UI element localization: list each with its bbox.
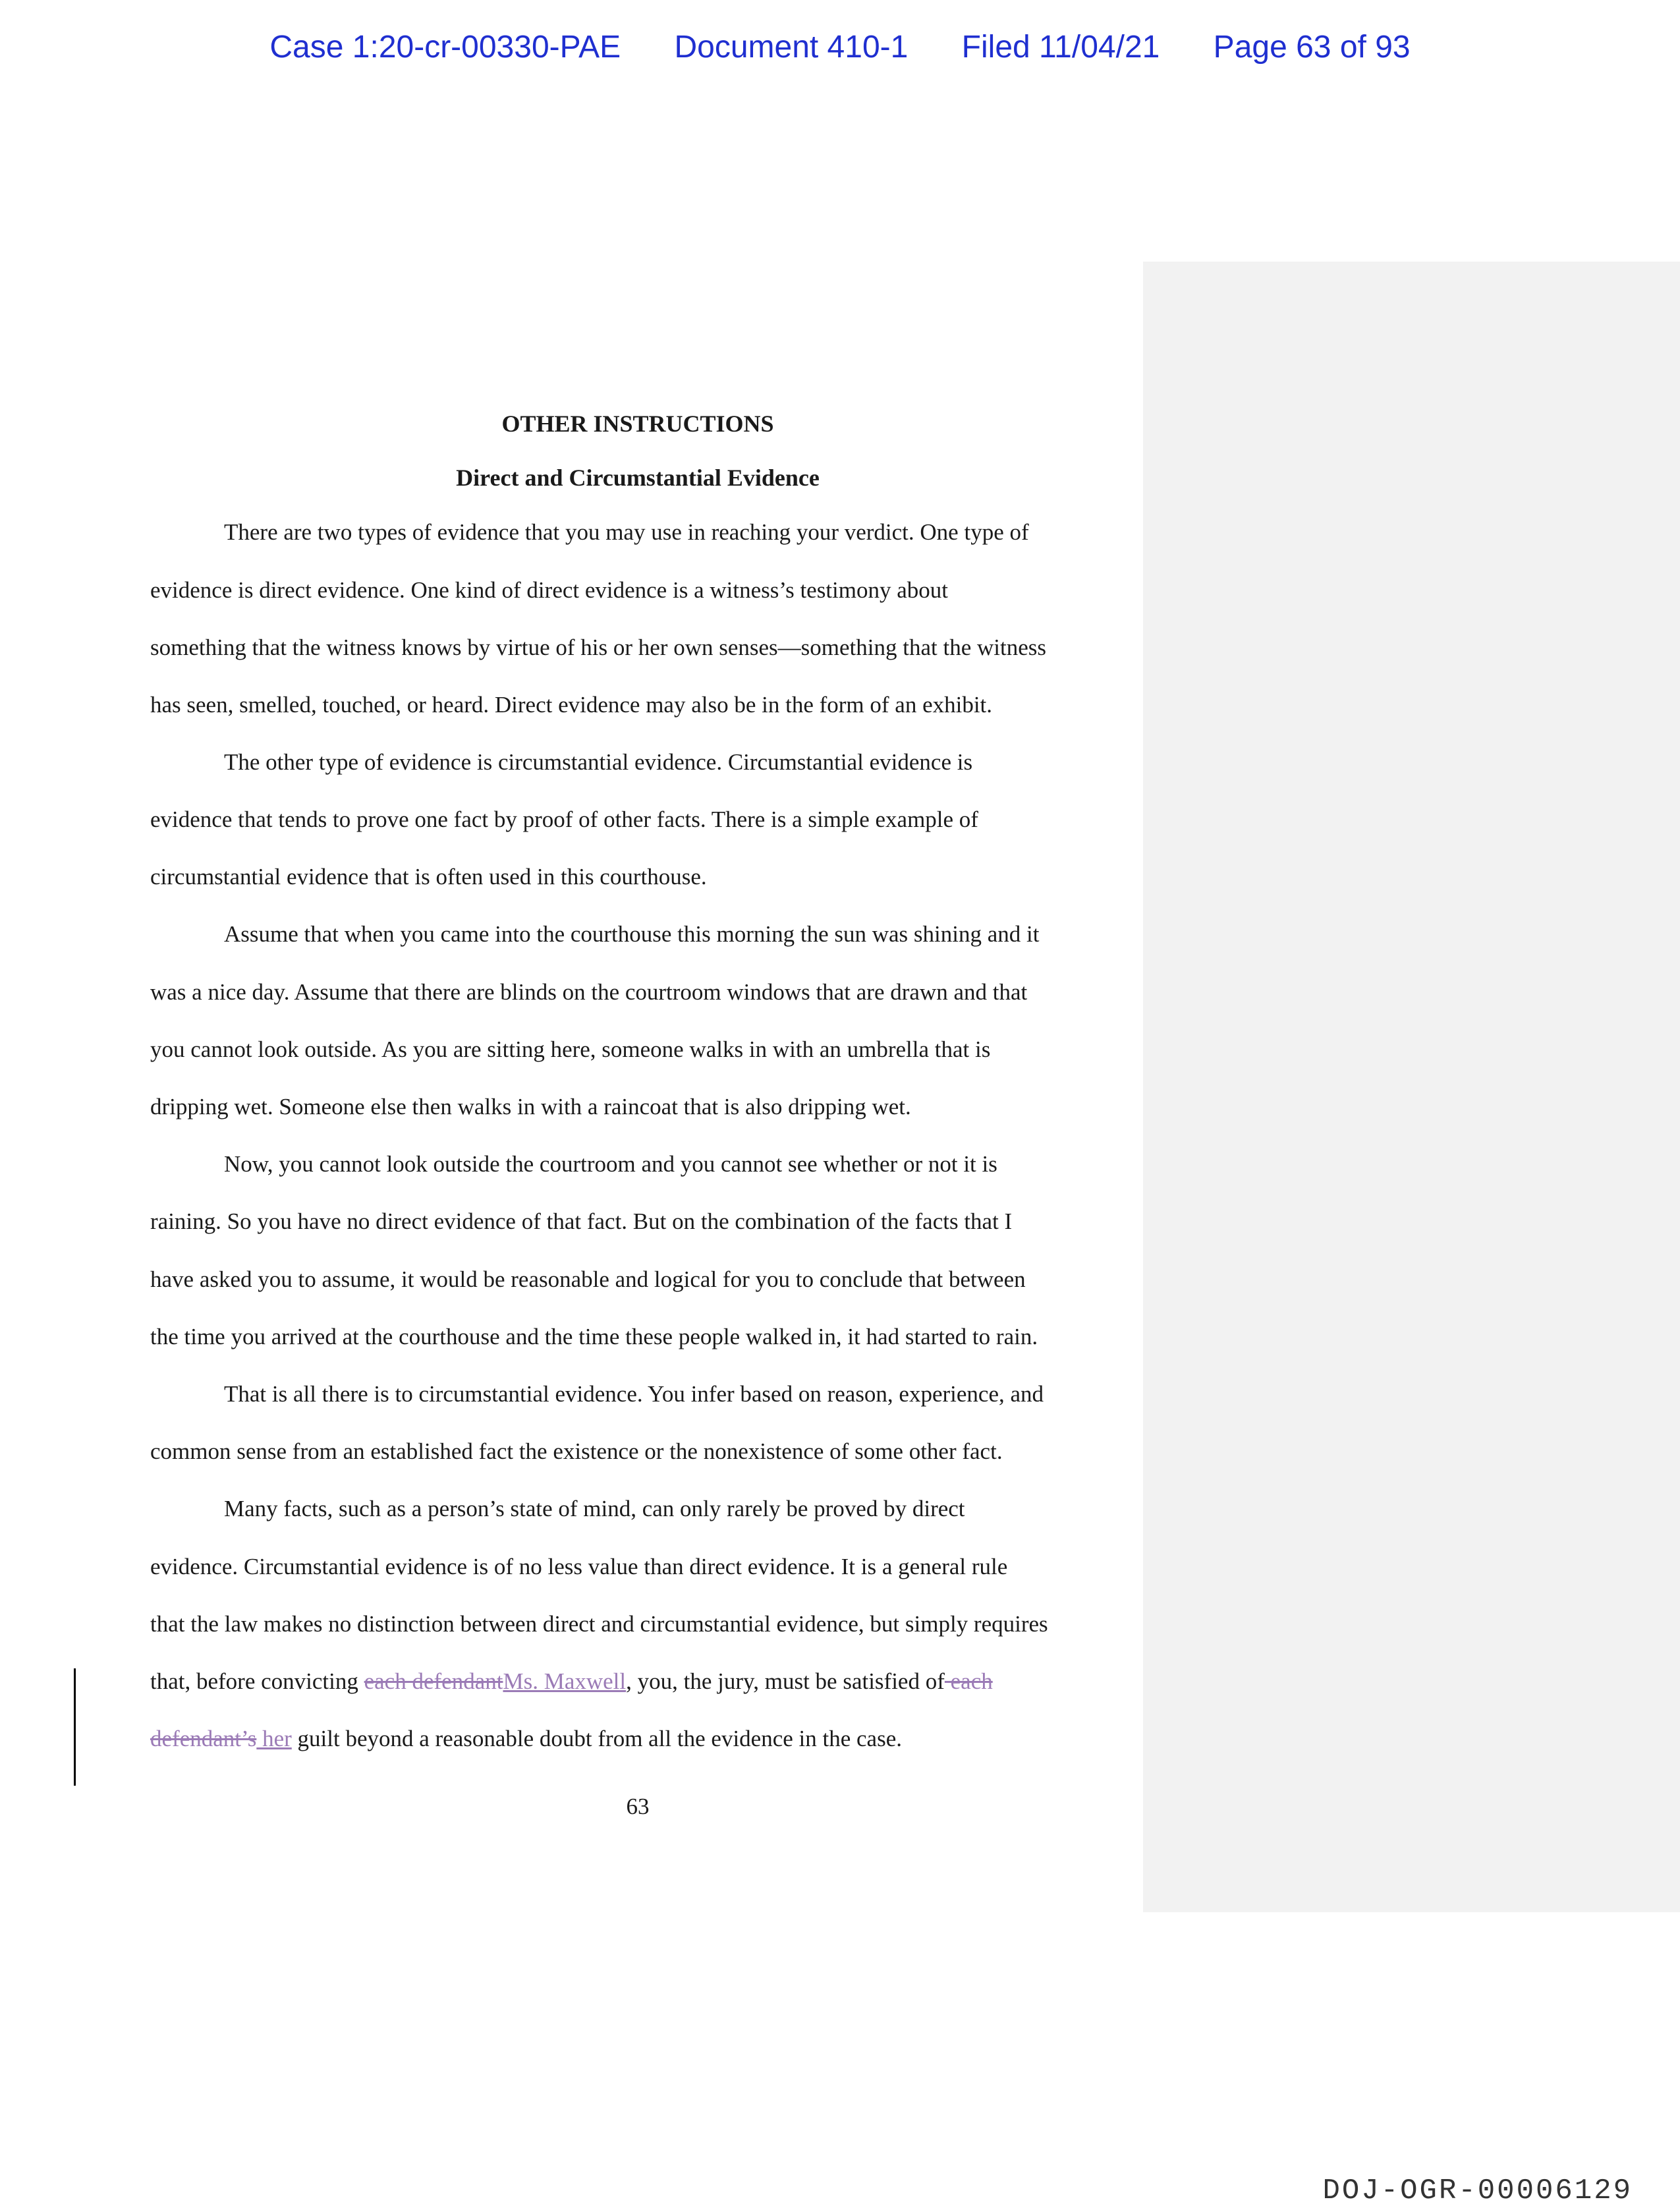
text-line: evidence is direct evidence. One kind of direct evidence is a witness’s testimony about xyxy=(150,577,949,603)
text-line: you cannot look outside. As you are sitting here, someone walks in with an umbrella that is xyxy=(150,1036,991,1062)
deleted-text: defendant’s xyxy=(150,1726,257,1751)
bates-number: DOJ-OGR-00006129 xyxy=(1322,2174,1633,2207)
text-line: that the law makes no distinction between direct and circumstantial evidence, but simply requires xyxy=(150,1611,1048,1637)
text-line: the time you arrived at the courthouse and the time these people walked in, it had started to rain. xyxy=(150,1324,1038,1349)
text-line: There are two types of evidence that you may use in reaching your verdict. One type of xyxy=(224,519,1029,545)
text-line: has seen, smelled, touched, or heard. Direct evidence may also be in the form of an exhibit. xyxy=(150,692,993,718)
deleted-text: each xyxy=(944,1668,993,1694)
subsection-title: Direct and Circumstantial Evidence xyxy=(456,465,820,491)
text-line: Many facts, such as a person’s state of mind, can only rarely be proved by direct xyxy=(224,1496,965,1521)
text-line: have asked you to assume, it would be reasonable and logical for you to conclude that between xyxy=(150,1266,1026,1292)
text-line: common sense from an established fact the existence or the nonexistence of some other fact. xyxy=(150,1438,1003,1464)
text-line: Assume that when you came into the courthouse this morning the sun was shining and it xyxy=(224,921,1040,947)
case-header xyxy=(0,29,1680,65)
deleted-text: each defendant xyxy=(364,1668,503,1694)
text-line: That is all there is to circumstantial evidence. You infer based on reason, experience, and xyxy=(224,1381,1044,1407)
text-line: was a nice day. Assume that there are blinds on the courtroom windows that are drawn and that xyxy=(150,979,1028,1005)
text-line: dripping wet. Someone else then walks in with a raincoat that is also dripping wet. xyxy=(150,1094,911,1120)
text-segment: , you, the jury, must be satisfied of xyxy=(626,1668,945,1694)
text-line: raining. So you have no direct evidence of that fact. But on the combination of the facts that I xyxy=(150,1208,1013,1234)
text-line: evidence that tends to prove one fact by proof of other facts. There is a simple example of xyxy=(150,807,978,832)
text-line: The other type of evidence is circumstantial evidence. Circumstantial evidence is xyxy=(224,749,973,775)
text-line: circumstantial evidence that is often used in this courthouse. xyxy=(150,864,707,890)
text-segment: that, before convicting xyxy=(150,1668,364,1694)
comment-pane xyxy=(1143,262,1680,1912)
document-number: Document 410-1 xyxy=(674,30,909,65)
inserted-text: her xyxy=(256,1726,292,1751)
page-of-pages: Page 63 of 93 xyxy=(1213,30,1411,65)
text-segment: guilt beyond a reasonable doubt from all the evidence in the case. xyxy=(291,1726,902,1751)
page-number: 63 xyxy=(626,1794,650,1819)
text-line: Now, you cannot look outside the courtroom and you cannot see whether or not it is xyxy=(224,1151,997,1177)
text-line: something that the witness knows by virtue of his or her own senses—something that the witness xyxy=(150,635,1046,660)
text-line: evidence. Circumstantial evidence is of no less value than direct evidence. It is a general rule xyxy=(150,1554,1008,1579)
change-bar xyxy=(74,1668,76,1786)
filed-date: Filed 11/04/21 xyxy=(961,30,1160,65)
redline-line xyxy=(150,1668,993,1695)
case-number: Case 1:20-cr-00330-PAE xyxy=(269,30,621,65)
section-title: OTHER INSTRUCTIONS xyxy=(501,411,774,437)
inserted-text: Ms. Maxwell xyxy=(503,1668,627,1694)
redline-line xyxy=(150,1726,902,1752)
